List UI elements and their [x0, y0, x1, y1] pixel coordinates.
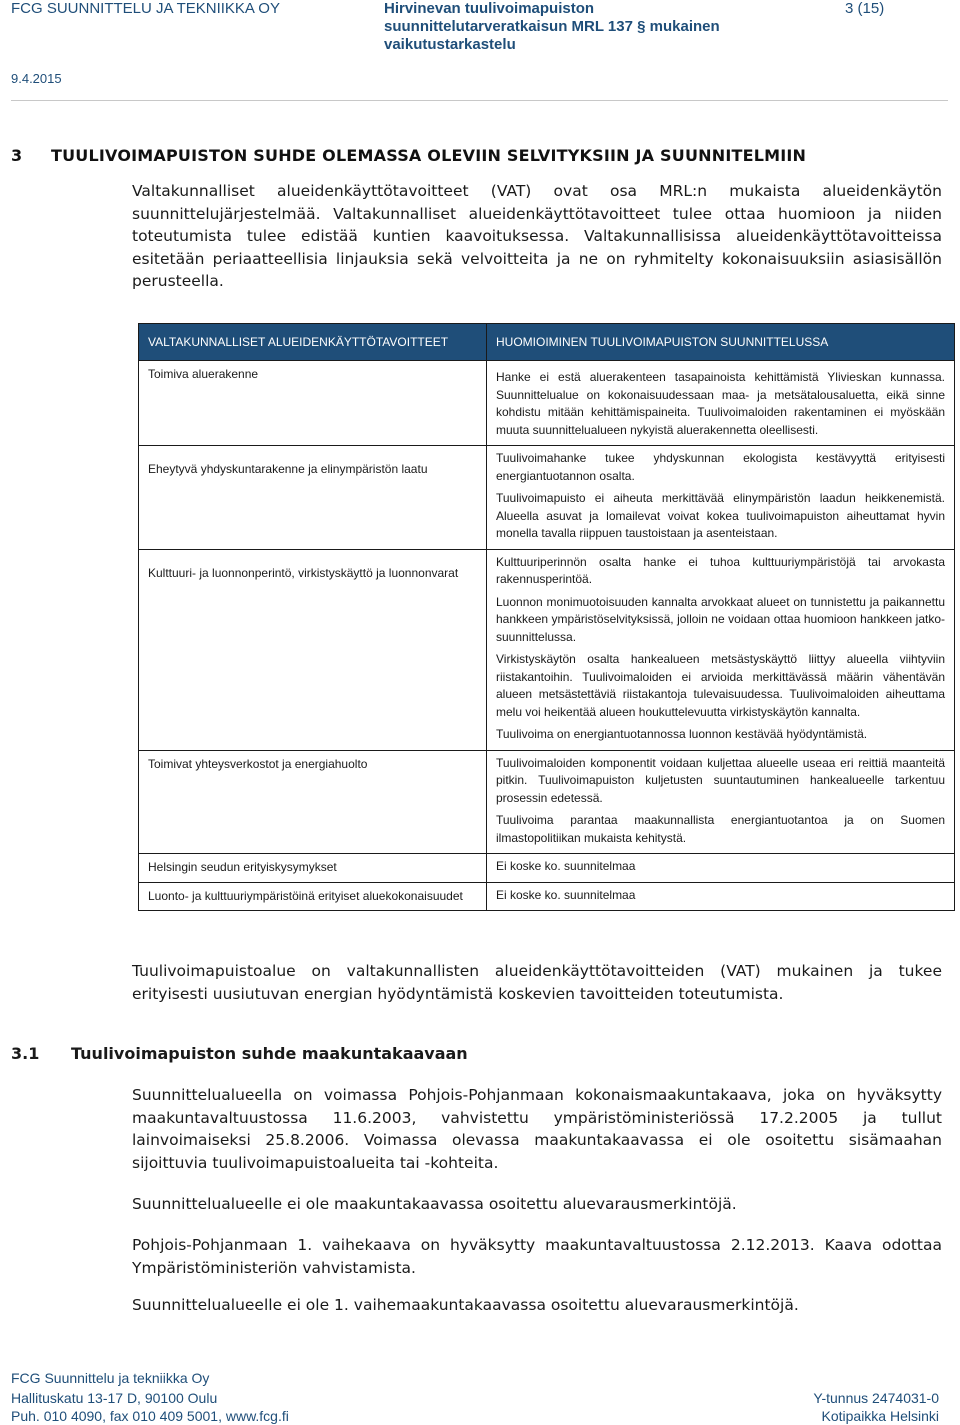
subsection-title: Tuulivoimapuiston suhde maakuntakaavaan: [71, 1044, 468, 1063]
intro-paragraph: Valtakunnalliset alueidenkäyttötavoitteet (VAT) ovat osa MRL:n mukaista alueidenkäytön suunnittelujärjestelmää. Valtakunnalliset alueidenkäyttötavoitteet tulee ottaa huomioon ja niiden toteutumista tulee edistää kuntien kaavoituksessa. Valtakunnallisissa alueidenkäyttötavoitteissa esitetään periaatteellisia linjauksia sekä velvoitteita ja ne on ryhmitelty kokonaisuuksiin asiasisällön perusteella.: [132, 182, 942, 290]
response-text: Hanke ei estä aluerakenteen tasapainoista kehittämistä Ylivieskan kunnassa. Suunnittelualue on kokonaisuudessaan maa- ja metsätalousaluetta, eikä sinne kohdistu mitään kehittämispaineita. Tuulivoimaloiden rakentaminen ei myöskään muuta suunnittelualueen nykyistä aluerakennetta oleellisesti.: [496, 370, 945, 437]
response-text: Tuulivoimapuisto ei aiheuta merkittävää elinympäristön laadun heikkenemistä. Alueella asuvat ja lomailevat voivat kokea tuulivoimapuiston aiheuttamat hyvin monella tavalla riippuen taustoistaan ja asenteistaan.: [496, 491, 945, 540]
table-row: [139, 549, 955, 750]
body-paragraph: Pohjois-Pohjanmaan 1. vaihekaava on hyväksytty maakuntavaltuustossa 2.12.2013. Kaava odottaa Ympäristöministeriön vahvistamista.: [132, 1236, 942, 1277]
table-row: [139, 854, 955, 883]
table-cell-goal: [139, 750, 487, 854]
table-cell-goal: [139, 549, 487, 750]
header-date: 9.4.2015: [11, 71, 62, 86]
response-text: Tuulivoima parantaa maakunnallista energiantuotantoa ja on Suomen ilmastopolitiikan mukaista kehitystä.: [496, 813, 945, 845]
table-cell-goal: [139, 361, 487, 446]
header-document-title: Hirvinevan tuulivoimapuiston suunnittelutarveratkaisun MRL 137 § mukainen vaikutustarkastelu: [384, 0, 720, 53]
goal-text: Helsingin seudun erityiskysymykset: [148, 860, 337, 874]
table-cell-response: [487, 361, 955, 446]
table-row: [139, 361, 955, 446]
goal-text: Luonto- ja kulttuuriympäristöinä erityiset aluekokonaisuudet: [148, 888, 463, 903]
section-heading: [11, 146, 806, 165]
footer-contact: Puh. 010 4090, fax 010 409 5001, www.fcg.fi: [11, 1408, 289, 1424]
header-divider: [11, 100, 948, 101]
response-text: Ei koske ko. suunnitelmaa: [496, 859, 636, 873]
subsection-heading: [11, 1044, 468, 1063]
table-header-consideration: HUOMIOIMINEN TUULIVOIMAPUISTON SUUNNITTELUSSA: [487, 324, 955, 361]
table-header-row: [139, 324, 955, 361]
table-cell-response: [487, 882, 955, 911]
after-table-paragraph: Tuulivoimapuistoalue on valtakunnallisten alueidenkäyttötavoitteiden (VAT) mukainen ja tukee erityisesti uusiutuvan energian hyödyntämistä koskevien tavoitteiden toteutumista.: [132, 962, 942, 1003]
table-cell-response: [487, 446, 955, 550]
response-text: Virkistyskäytön osalta hankealueen metsästyskäyttö liittyy alueella viihtyviin riistakantoihin. Tuulivoimaloiden ei arvioida merkittävässä määrin vähentävän alueen metsästettäviä riistakantoja tulevaisuudessa. Tuulivoimaloiden aiheuttama melu voi heikentää alueen houkuttelevuutta virkistyskäytön kannalta.: [496, 652, 945, 719]
header-page-number: 3 (15): [845, 0, 885, 17]
goal-text: Toimivat yhteysverkostot ja energiahuolto: [148, 756, 368, 771]
body-paragraph: Suunnittelualueella on voimassa Pohjois-Pohjanmaan kokonaismaakuntakaava, joka on hyväksytty maakuntavaltuustossa 11.6.2003, vahvistettu ympäristöministeriössä 17.2.2005 ja tullut lainvoimaiseksi 25.8.2006. Voimassa olevassa maakuntakaavassa ei ole osoitettu sisämaahan sijoittuvia tuulivoimapuistoalueita tai -kohteita.: [132, 1086, 942, 1172]
response-text: Tuulivoimaloiden komponentit voidaan kuljettaa alueelle useaa eri reittiä maanteitä pitkin. Tuulivoimapuiston kuljetusten suuntautuminen hankealueelle tarkentuu prosessin edetessä.: [496, 755, 945, 805]
subsection-number: 3.1: [11, 1044, 40, 1063]
response-text: Tuulivoima on energiantuotannossa luonnon kestävää hyödyntämistä.: [496, 727, 868, 741]
section-title: TUULIVOIMAPUISTON SUHDE OLEMASSA OLEVIIN SELVITYKSIIN JA SUUNNITELMIIN: [51, 146, 807, 165]
table-cell-response: [487, 750, 955, 854]
body-paragraph: Suunnittelualueelle ei ole 1. vaihemaakuntakaavassa osoitettu aluevarausmerkintöjä.: [132, 1296, 799, 1314]
table-row: [139, 446, 955, 550]
table-row: [139, 882, 955, 911]
footer-address: Hallituskatu 13-17 D, 90100 Oulu: [11, 1390, 218, 1406]
body-paragraph: Suunnittelualueelle ei ole maakuntakaavassa osoitettu aluevarausmerkintöjä.: [132, 1195, 737, 1213]
table-cell-response: [487, 854, 955, 883]
vat-table: [138, 323, 955, 911]
response-text: Luonnon monimuotoisuuden kannalta arvokkaat alueet on tunnistettu ja paikannettu hankkeen ympäristöselvityksissä, jolloin ne voidaan ottaa huomioon hankkeen jatko-suunnittelussa.: [496, 594, 945, 644]
table-cell-goal: [139, 882, 487, 911]
page-header: [0, 0, 960, 110]
footer-domicile: Kotipaikka Helsinki: [821, 1408, 939, 1424]
table-cell-goal: [139, 446, 487, 550]
response-text: Ei koske ko. suunnitelmaa: [496, 887, 636, 902]
goal-text: Eheytyvä yhdyskuntarakenne ja elinympäristön laatu: [148, 462, 428, 476]
table-header-goals: VALTAKUNNALLISET ALUEIDENKÄYTTÖTAVOITTEET: [139, 324, 487, 361]
goal-text: Toimiva aluerakenne: [148, 367, 259, 381]
response-text: Kulttuuriperinnön osalta hanke ei tuhoa kulttuuriympäristöjä tai arvokasta rakennusperintöä.: [496, 554, 945, 586]
goal-text: Kulttuuri- ja luonnonperintö, virkistyskäyttö ja luonnonvarat: [148, 565, 459, 580]
response-text: Tuulivoimahanke tukee yhdyskunnan ekologista kestävyyttä erityisesti energiantuotannon osalta.: [496, 451, 945, 483]
table-cell-response: [487, 549, 955, 750]
page-footer: [0, 1368, 960, 1425]
footer-business-id: Y-tunnus 2474031-0: [813, 1390, 939, 1406]
header-company: FCG SUUNNITTELU JA TEKNIIKKA OY: [11, 0, 280, 17]
section-number: 3: [11, 146, 23, 165]
table-cell-goal: [139, 854, 487, 883]
footer-company: FCG Suunnittelu ja tekniikka Oy: [11, 1370, 210, 1386]
table-row: [139, 750, 955, 854]
